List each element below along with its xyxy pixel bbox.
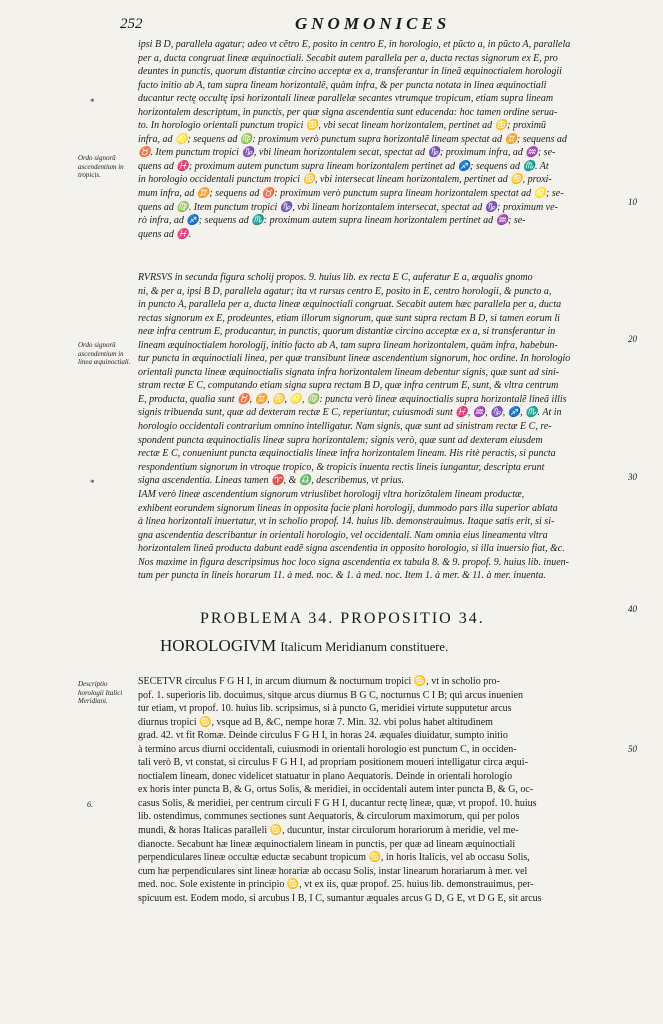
line-number: 50 (628, 744, 637, 754)
text-line: diurnus tropici ♋, vsque ad B, &C, nempe horæ 7. Min. 32. vbi polus habet altitudinem (138, 716, 493, 728)
text-line: ducantur rectę occultę ipsi horizontali lineæ parallelæ secantes vtrumque tropicum, etiam supra lineam (138, 93, 554, 105)
margin-mark: * (90, 97, 95, 107)
text-line: neæ infra centrum E, producantur, in punctis, quorum distantiæ circino acceptæ ex a, si transferantur in (138, 326, 556, 338)
title-main: HOROLOGIVM (160, 636, 277, 655)
problem-heading: PROBLEMA 34. PROPOSITIO 34. (200, 610, 485, 627)
text-line: horizontalem descriptum, in punctis, per quæ signa ascendentia sunt educenda: hoc tamen ordine serua- (138, 106, 558, 118)
text-line: tum per puncta in lineis horarum 11. à med. noc. & 1. à med. noc. Item 1. à mer. & 11. à mer. inuenta. (138, 570, 546, 582)
text-line: casus Solis, & meridiei, per centrum circuli F G H I, ducantur rectę lineæ, quæ, vt propof. 10. huius (138, 797, 537, 809)
text-line: perpendiculares lineæ occultæ eductæ secabunt tropicum ♋, in horis Italicis, vel ab occasu Solis, (138, 852, 530, 864)
text-line: lib. ostendimus, communes sectiones sunt Aequatoris, & circulorum maximorum, qui per polos (138, 811, 520, 823)
text-line: mum infra, ad ♊; sequens ad ♉: proximum verò punctum supra lineam horizontalem spectat ad ♌; se- (138, 188, 564, 200)
text-line: quens ad ♓; proximum autem punctum supra lineam horizontalem pertinet ad ♐; sequens ad ♏. At (138, 160, 549, 172)
text-line: à linea horizontali inuertatur, vt in scholio propof. 14. huius lib. demonstrauimus. Itaque satis erit, si si- (138, 516, 555, 528)
paragraph-block-4 (138, 675, 590, 905)
line-number: 30 (628, 472, 637, 482)
text-line: rò infra, ad ♐; sequens ad ♏: proximum autem supra lineam horizontalem pertinet ad ♒; se- (138, 215, 526, 227)
text-line: mundi, & horas Italicas paralleli ♋, ducuntur, instar circulorum horariorum à meridie, vel me- (138, 825, 519, 837)
margin-number: 6. (87, 800, 93, 809)
text-line: orientali puncta lineæ æquinoctialis signata infra horizontalem lineam debentur signis, quæ sunt ad sini- (138, 366, 560, 378)
text-line: to. In horologio orientali punctum tropici ♋, vbi secat lineam horizontalem, pertinet ad ♋; proximũ (138, 120, 546, 132)
page-header (120, 10, 540, 36)
text-line: à termino arcus diurni occidentali, cuiusmodi in orientali horologio est punctum C, in occiden- (138, 743, 517, 755)
text-line: signis tribuenda sunt, quæ ad dexteram rectæ E C, reperiuntur, cuiusmodi sunt ♓, ♒, ♑, ♐, ♏. At in (138, 407, 562, 419)
text-line: horizontalem lineã producta dabunt eadẽ signa ascendentia in opposito horologio, si illa inuersio fiat, &c. (138, 543, 565, 555)
text-line: deuntes in punctis, quorum distantiæ circino acceptæ ex a, transferantur in lineã æquinoctialem horologii (138, 66, 562, 78)
text-line: per a, ducta congruat lineæ æquinoctiali. Secabit autem parallela per a, ducta rectas signorum ex E, pro (138, 52, 558, 64)
text-line: respondentium signorum in vtroque tropico, & tropicis inuenta rectis lineis iungantur, descripta erunt (138, 461, 545, 473)
text-line: stram rectæ E C, computando etiam signa supra rectam B D, quæ infra centrum E, sunt, & vltra centrum (138, 380, 559, 392)
proposition-title (160, 636, 580, 656)
text-line: rectas signorum ex E, prodeuntes, etiam illorum signorum, quæ sunt supra rectam B D, si tamen eorum li (138, 312, 560, 324)
text-line: dianocte. Secabunt hæ lineæ æquinoctialem lineam in punctis, per quæ ad lineam æquinoctiali (138, 838, 516, 850)
text-line: ex horis inter puncta B, & G, ortus Solis, & meridiei, in occidentali autem inter puncta B, & G, oc- (138, 784, 534, 796)
text-line: ipsi B D, parallela agatur; adeo vt cẽtro E, posito in centro E, in horologio, et pũcto a, in pũcto A, parallela (138, 39, 571, 50)
margin-note: Ordo signorũ ascendentium in tropicis. (78, 154, 124, 179)
paragraph-block-2 (138, 271, 590, 488)
text-line: horologio occidentali contrarium omnino intelligatur. Nam signis, quæ sunt ad sinistram rectæ E C, re- (138, 421, 552, 433)
text-line: Nos maxime in figura descripsimus hoc loco signa ascendentia ex tabula 8. & 9. propof. 9. huius lib. inuen- (138, 556, 569, 568)
margin-mark: * (90, 478, 95, 488)
running-head: GNOMONICES (295, 14, 451, 33)
text-line: quens ad ♓. (138, 228, 192, 240)
text-line: pof. 1. superioris lib. docuimus, sitque arcus diurnus B G C, nocturnus C I B; qui arcus inuenien (138, 689, 523, 701)
text-line: spondent puncta æquinoctialis lineæ supra horizontalem; signis verò, quæ sunt ad dexteram eiusdem (138, 434, 543, 446)
text-line: SECETVR circulus F G H I, in arcum diurnum & nocturnum tropici ♋, vt in scholio pro- (138, 676, 500, 687)
text-line: noctialem lineam, donec videlicet statuatur in plano Aequatoris. Deinde in orientali horologio (138, 770, 513, 782)
text-line: signa ascendentia. Lineas tamen ♈, & ♎, describemus, vt prius. (138, 475, 404, 487)
text-line: tur puncta in æquinoctiali linea, per quæ transibunt lineæ ascendentium signorum, hoc ordine. In horologio (138, 353, 571, 365)
text-line: quens ad ♍. Item punctum tropici ♑, vbi lineam horizontalem intersecat, spectat ad ♑; proximum ve- (138, 201, 558, 213)
text-line: med. noc. Sole existente in principio ♋, vt ex iis, quæ propof. 25. huius lib. demonstrauimus, per- (138, 879, 534, 891)
text-line: grad. 42. vt fit Romæ. Deinde circulus F G H I, in horas 24. æquales diuidatur, sumpto initio (138, 730, 508, 742)
title-rest: Italicum Meridianum constituere. (280, 640, 449, 654)
text-line: rectæ E C, conueniunt puncta æquinoctialis lineæ infra horizontalem lineam. His ritè peractis, si puncta (138, 448, 556, 460)
text-line: lineam æquinoctialem horologij, initio facto ab A, tam supra lineam horizontalem, quàm infra, habebun- (138, 339, 558, 351)
line-number: 40 (628, 604, 637, 614)
margin-note: Ordo signorũ ascendentium in linea æquinoctiali. (78, 341, 131, 366)
text-line: facto initio ab A, tam supra lineam horizontalẽ, quàm infra, & per puncta notata in linea æquinoctiali (138, 79, 547, 91)
text-line: infra, ad ♌; sequens ad ♍: proximum verò punctum supra horizontalẽ lineam spectat ad ♊; sequens ad (138, 133, 567, 145)
paragraph-block-1 (138, 38, 590, 241)
margin-note: Descriptio horologii Italici Meridiani. (78, 680, 123, 705)
text-line: tur etiam, vt propof. 10. huius lib. scripsimus, si à puncto G, meridiei virtute supputetur arcus (138, 703, 512, 715)
text-line: tali verò B, vt constat, si circulus F G H I, ad propriam positionem moueri intelligatur circa æqui- (138, 757, 528, 769)
text-line: ♉. Item punctum tropici ♑, vbi lineam horizontalem secat, spectat ad ♑; proximum infra, ad ♒; se- (138, 147, 556, 159)
page-number: 252 (120, 16, 143, 32)
line-number: 10 (628, 197, 637, 207)
text-line: exhibent eorundem signorum lineas in opposita facie plani horologij, dummodo pars illa superior ablata (138, 502, 558, 514)
line-number: 20 (628, 334, 637, 344)
text-line: RVRSVS in secunda figura scholij propos. 9. huius lib. ex recta E C, auferatur E a, æqualis gnomo (138, 272, 533, 283)
text-line: gna ascendentia describantur in orientali horologio, vel occidentali. Nam omnia eius lineamenta vltra (138, 529, 548, 541)
text-line: E, producta, qualia sunt ♉, ♊, ♋, ♌, ♍: puncta verò lineæ æquinoctialis supra horizontalẽ lineã illis (138, 393, 567, 405)
text-line: cum hæ perpendiculares sint lineæ horariæ ab occasu Solis, instar linearum horariarum à mer. vel (138, 865, 528, 877)
paragraph-block-3 (138, 488, 590, 583)
text-line: spicuum est. Eodem modo, si arcubus I B, I C, sumantur æquales arcus G D, G E, vt D G E, sit arcus (138, 892, 542, 904)
text-line: in horologio occidentali punctum tropici ♋, vbi intersecat lineam horizontalem, pertinet ad ♋, proxi- (138, 174, 552, 186)
text-line: in puncto A, parallela per a, ducta lineæ æquinoctiali congruat. Secabit autem hæc parallela per a, ducta (138, 299, 562, 311)
text-line: ni, & per a, ipsi B D, parallela agatur; ita vt rursus centro E, posito in E, centro horologii, & puncto a, (138, 285, 552, 297)
text-line: IAM verò lineæ ascendentium signorum vtriuslibet horologij vltra horizõtalem lineam productæ, (138, 489, 525, 500)
